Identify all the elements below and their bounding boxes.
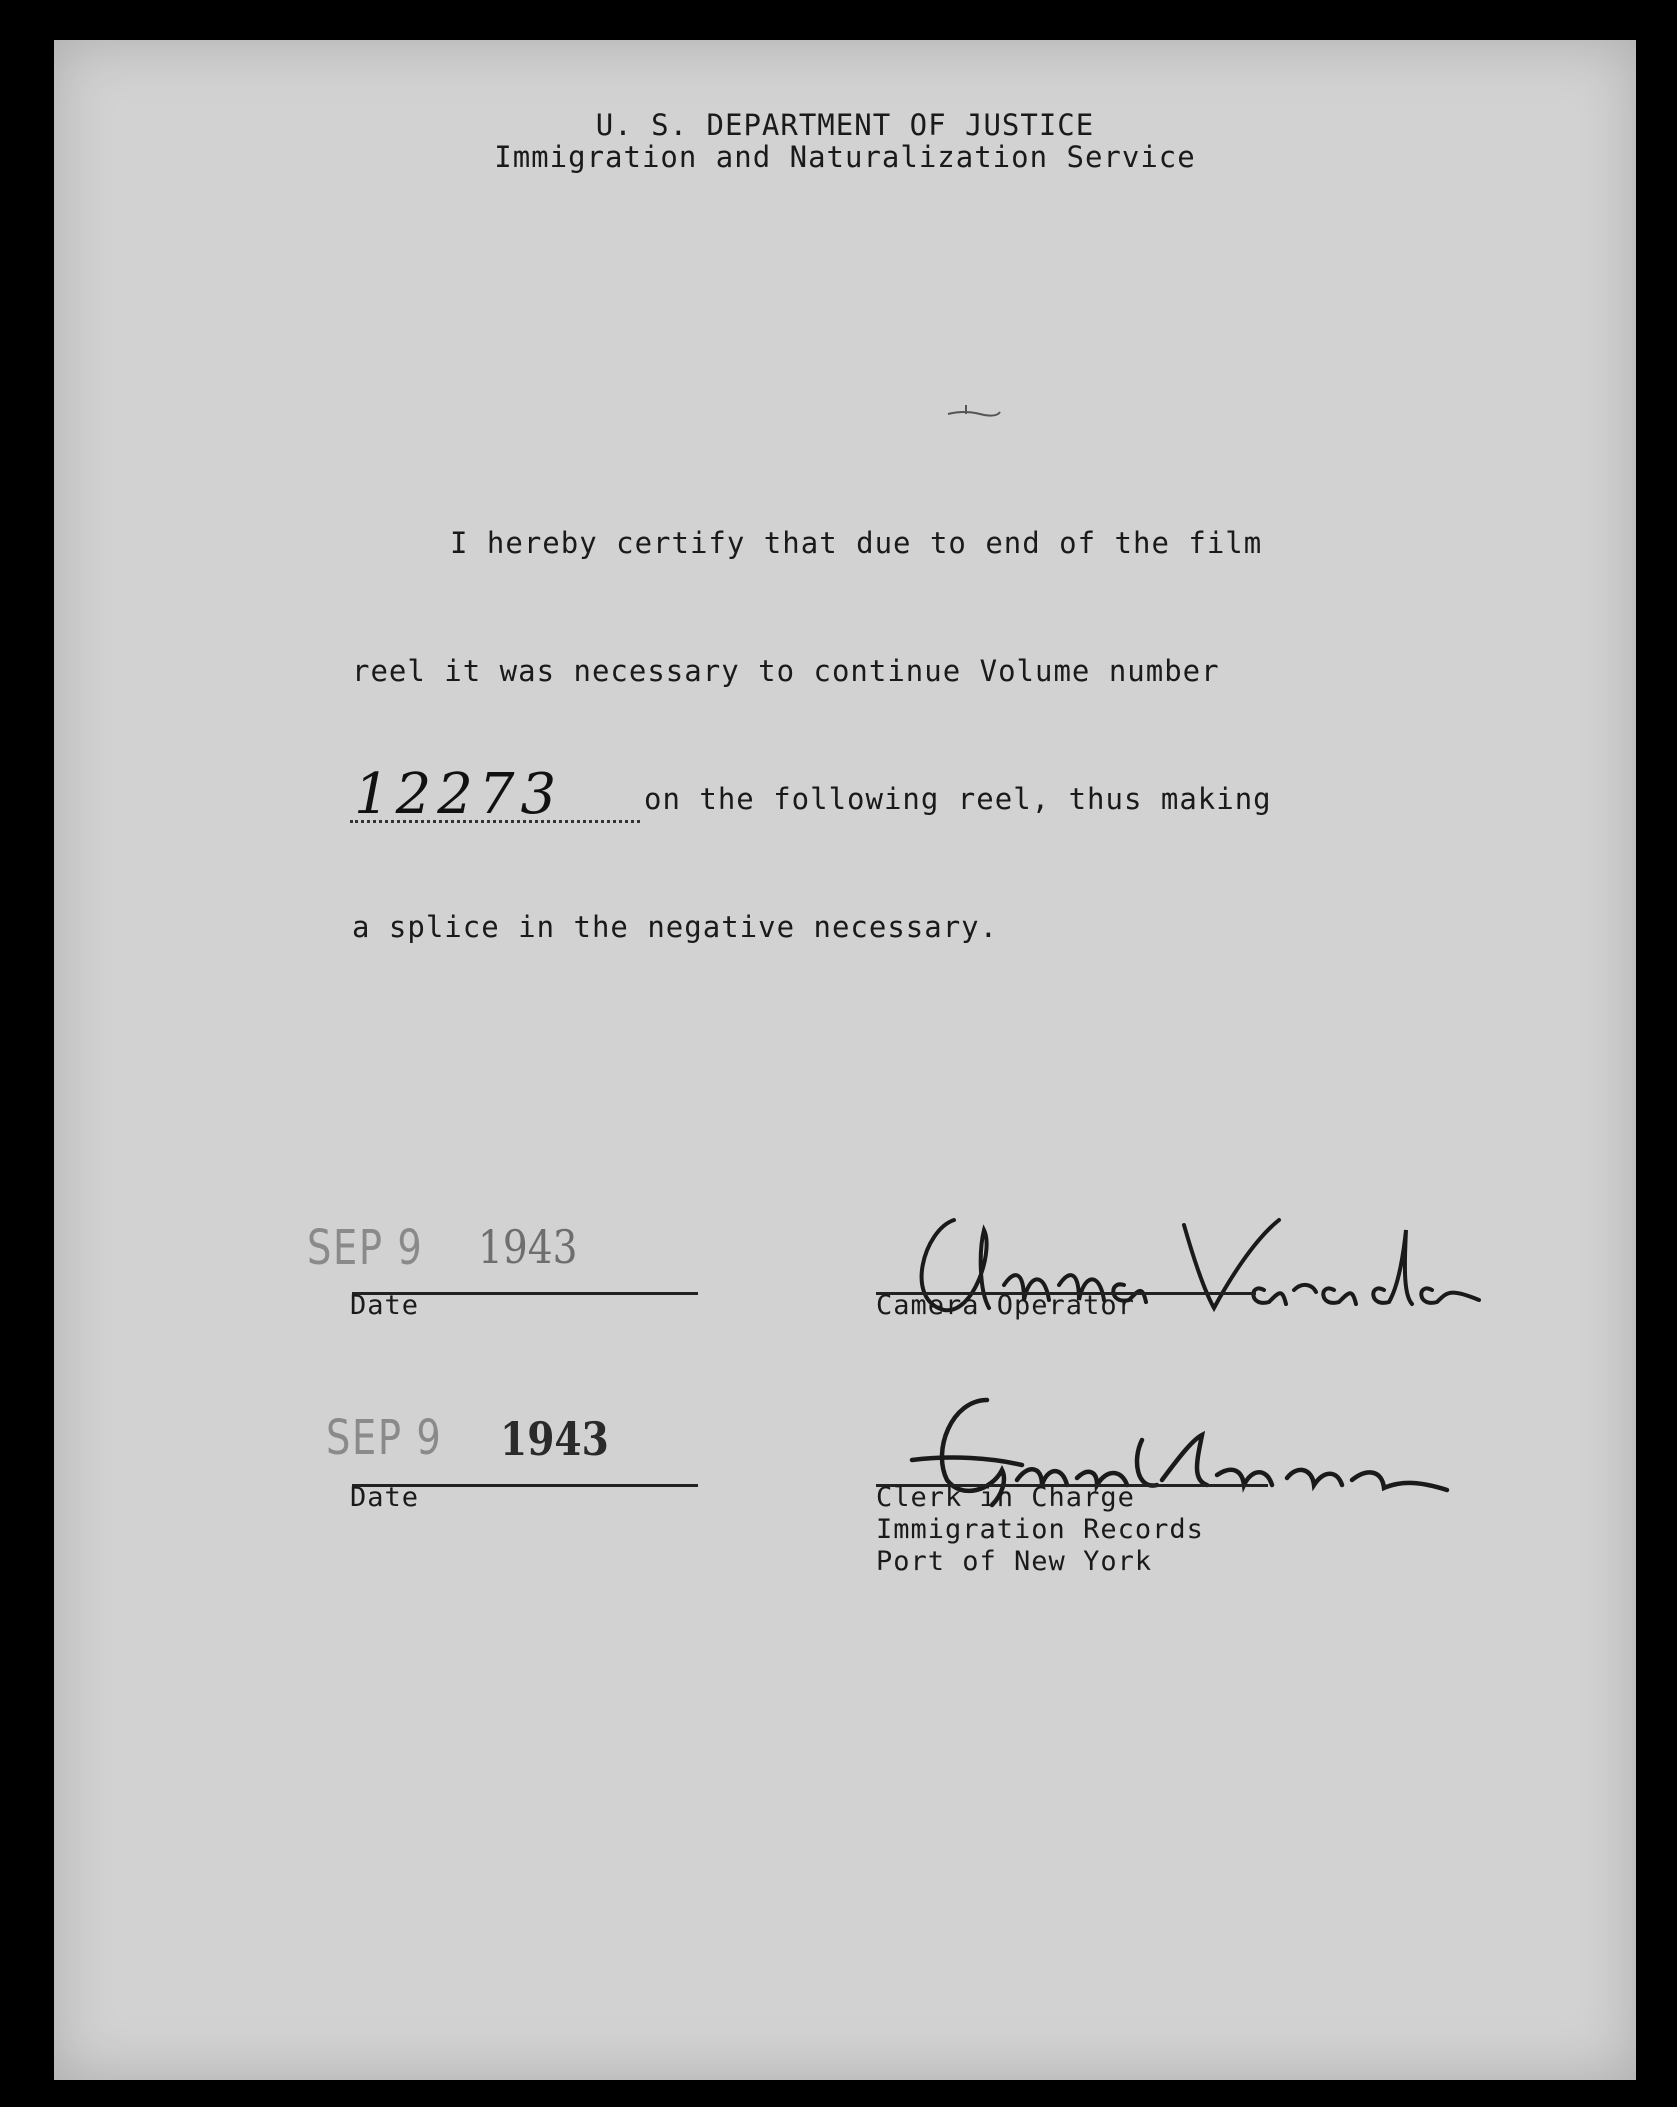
port-of-new-york-label: Port of New York [876,1546,1153,1577]
certificate-line-4: a splice in the negative necessary. [352,910,999,944]
date-stamp-2: SEP 9 [326,1410,443,1466]
date-1-label: Date [350,1290,420,1321]
clerk-in-charge-label: Clerk in Charge [876,1482,1135,1513]
paper-sheet [54,40,1636,2080]
operator-signature-icon [884,1190,1484,1360]
camera-operator-label: Camera Operator [876,1290,1135,1321]
date-stamp-1-year: 1943 [478,1220,578,1274]
agency-heading: U. S. DEPARTMENT OF JUSTICE [595,108,1095,142]
volume-number-handwritten: 12273 [354,762,563,827]
date-stamp-2-year: 1943 [500,1412,609,1466]
immigration-records-label: Immigration Records [876,1514,1204,1545]
certificate-line-3: on the following reel, thus making [644,782,1272,816]
date-stamp-1: SEP 9 [307,1220,424,1276]
stray-mark-icon [944,402,1004,422]
service-heading: Immigration and Naturalization Service [494,140,1196,174]
date-2-label: Date [350,1482,420,1513]
certificate-line-2: reel it was necessary to continue Volume number [352,654,1220,688]
certificate-line-1: I hereby certify that due to end of the film [450,526,1263,560]
volume-number-blank [350,820,640,823]
